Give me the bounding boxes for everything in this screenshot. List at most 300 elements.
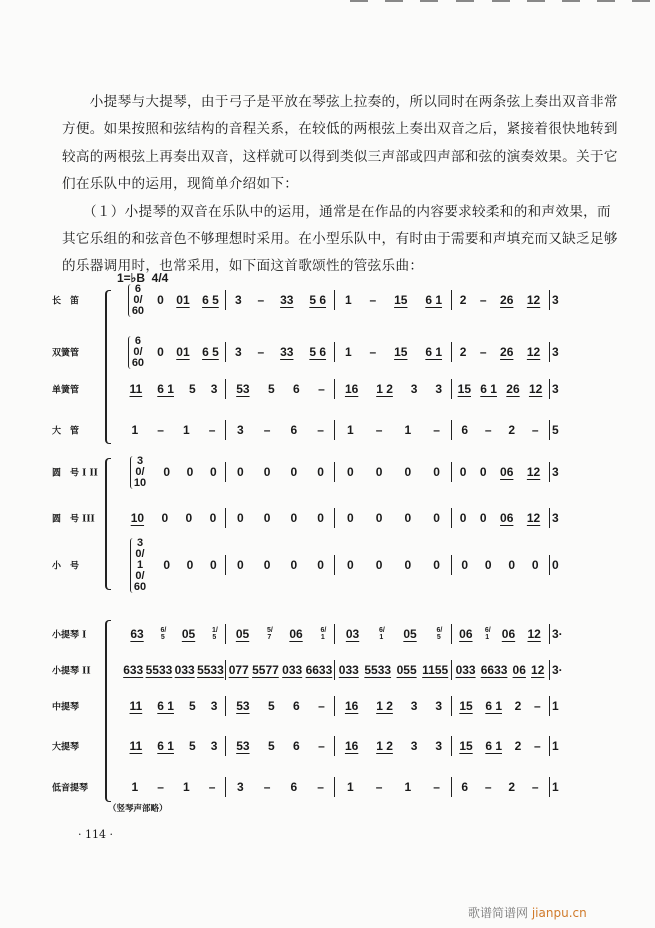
barline xyxy=(225,508,226,528)
note: 0 xyxy=(433,465,440,479)
barline xyxy=(225,462,226,482)
barline xyxy=(549,420,550,440)
note: 2 xyxy=(508,423,516,437)
note: 0 xyxy=(459,465,467,479)
note: 06 xyxy=(501,627,516,641)
note: 2 xyxy=(459,345,467,359)
measure xyxy=(453,290,547,310)
final-note: 3 xyxy=(552,345,559,359)
final-note: 3 xyxy=(552,293,559,307)
note: 0 xyxy=(317,465,324,479)
paragraph-line: 的乐器调用时，也常采用，如下面这首歌颂性的管弦乐曲： xyxy=(62,258,424,274)
staff-row xyxy=(0,334,655,369)
dash-note: – xyxy=(369,345,377,359)
note: 5 xyxy=(189,699,196,713)
note: 0 xyxy=(347,558,354,572)
note: 1155 xyxy=(422,663,449,677)
measure xyxy=(227,696,334,716)
note: 0 xyxy=(459,511,467,525)
chord-notes: 6/1 xyxy=(378,627,385,641)
chord-notes: 60/60 xyxy=(128,284,144,317)
dash-note: – xyxy=(257,345,265,359)
note: 06 xyxy=(289,627,303,641)
note: 6 xyxy=(293,382,300,396)
barline xyxy=(549,696,550,716)
measure xyxy=(336,555,451,575)
note: 12 xyxy=(528,382,543,396)
note: 5 xyxy=(267,699,275,713)
note: 63 xyxy=(130,627,144,641)
note: 5 6 xyxy=(309,345,327,359)
barline xyxy=(334,508,335,528)
note: 6 xyxy=(293,699,300,713)
note: 3 xyxy=(410,739,418,753)
note: 11 xyxy=(129,699,143,713)
note: 06 xyxy=(500,511,514,525)
measure xyxy=(336,420,451,440)
edge-mark xyxy=(385,0,403,2)
note: 0 xyxy=(263,465,271,479)
note: 1 xyxy=(183,423,190,437)
note: 12 xyxy=(526,345,541,359)
note: 2 xyxy=(514,739,522,753)
note: 26 xyxy=(500,293,514,307)
measure xyxy=(122,379,225,399)
note: 05 xyxy=(403,627,417,641)
final-note: 3 xyxy=(552,382,559,396)
measure xyxy=(336,736,451,756)
measure xyxy=(336,290,451,310)
note: 3 xyxy=(435,739,443,753)
chord-notes: 60/60 xyxy=(128,336,144,369)
barline xyxy=(549,379,550,399)
final-note: 1 xyxy=(552,739,559,753)
measure xyxy=(122,334,225,369)
edge-mark xyxy=(562,0,580,2)
note: 6 1 xyxy=(157,699,174,713)
chord-notes: 30/10 xyxy=(130,456,146,489)
instrument-label: 圆 号 III xyxy=(52,514,95,525)
note: 0 xyxy=(479,511,487,525)
measure xyxy=(227,777,334,797)
measure xyxy=(336,342,451,362)
barline xyxy=(451,777,452,797)
note: 0 xyxy=(404,558,412,572)
note: 6 1 xyxy=(485,739,502,753)
note: 0 xyxy=(375,465,383,479)
dash-note: – xyxy=(484,423,492,437)
note: 01 xyxy=(176,293,190,307)
measure xyxy=(453,342,547,362)
barline xyxy=(451,696,452,716)
barline xyxy=(451,736,452,756)
note: 0 xyxy=(209,511,217,525)
measure xyxy=(227,555,334,575)
dash-note: – xyxy=(479,293,487,307)
note: 2 xyxy=(514,699,522,713)
measure xyxy=(453,462,547,482)
measure xyxy=(227,736,334,756)
barline xyxy=(549,660,550,680)
dash-note: – xyxy=(318,382,325,396)
measure xyxy=(453,379,547,399)
note: 6 xyxy=(293,739,300,753)
edge-mark xyxy=(597,0,615,2)
final-note: 5 xyxy=(552,423,559,437)
note: 06 xyxy=(512,663,526,677)
barline xyxy=(225,290,226,310)
note: 12 xyxy=(526,293,541,307)
dash-note: – xyxy=(531,423,539,437)
paragraph-line: （１）小提琴的双音在乐队中的运用，通常是在作品的内容要求较柔和的和声效果，而 xyxy=(62,204,611,220)
measure xyxy=(227,462,334,482)
measure xyxy=(122,420,225,440)
dash-note: – xyxy=(533,699,541,713)
note: 1 2 xyxy=(376,382,393,396)
barline xyxy=(334,462,335,482)
note: 0 xyxy=(185,511,193,525)
note: 6 xyxy=(461,780,469,794)
barline xyxy=(451,420,452,440)
measure xyxy=(227,508,334,528)
brass-bracket xyxy=(105,458,111,590)
instrument-label: 小提琴 II xyxy=(52,666,91,677)
note: 15 xyxy=(457,382,471,396)
note: 6633 xyxy=(480,663,508,677)
barline xyxy=(549,777,550,797)
note: 0 xyxy=(375,558,383,572)
measure xyxy=(122,696,225,716)
note: 0 xyxy=(479,465,487,479)
note: 03 xyxy=(345,627,360,641)
measure xyxy=(227,342,334,362)
note: 0 xyxy=(404,465,412,479)
barline xyxy=(549,508,550,528)
edge-mark xyxy=(632,0,650,2)
note: 6 xyxy=(290,780,298,794)
barline xyxy=(334,696,335,716)
chord-notes: 1/5 xyxy=(211,627,218,641)
measure xyxy=(453,777,547,797)
chord-notes: 6/1 xyxy=(320,627,327,641)
note: 53 xyxy=(236,699,250,713)
staff-row xyxy=(0,696,655,716)
dash-note: – xyxy=(208,423,216,437)
note: 0 xyxy=(209,465,217,479)
note: 10 xyxy=(130,511,145,525)
strings-bracket xyxy=(105,620,111,802)
note: 1 xyxy=(404,780,412,794)
measure xyxy=(453,696,547,716)
note: 1 xyxy=(344,345,352,359)
paragraph-line: 其它乐组的和弦音色不够理想时采用。在小型乐队中，有时由于需要和声填充而又缺乏足够 xyxy=(62,231,618,247)
dash-note: – xyxy=(318,739,325,753)
measure xyxy=(453,555,547,575)
note: 06 xyxy=(500,465,514,479)
note: 6 1 xyxy=(425,293,443,307)
note: 033 xyxy=(282,663,303,677)
staff-row xyxy=(0,536,655,593)
measure xyxy=(122,508,225,528)
instrument-label: 小提琴 I xyxy=(52,630,87,641)
note: 0 xyxy=(290,558,298,572)
note: 16 xyxy=(344,382,359,396)
measure xyxy=(453,420,547,440)
note: 0 xyxy=(531,558,539,572)
barline xyxy=(451,508,452,528)
dash-note: – xyxy=(208,780,216,794)
note: 1 xyxy=(404,423,412,437)
dash-note: – xyxy=(369,293,377,307)
dash-note: – xyxy=(479,345,487,359)
edge-mark xyxy=(527,0,545,2)
final-note: 3· xyxy=(552,627,563,641)
note: 0 xyxy=(347,511,354,525)
page-number: · 114 · xyxy=(78,828,113,841)
note: 3 xyxy=(435,699,443,713)
note: 3 xyxy=(237,423,244,437)
note: 0 xyxy=(461,558,469,572)
chord-notes: 30/10/60 xyxy=(130,538,146,593)
note: 2 xyxy=(508,780,516,794)
dash-note: – xyxy=(317,423,324,437)
note: 0 xyxy=(347,465,354,479)
barline xyxy=(334,660,335,680)
barline xyxy=(225,379,226,399)
staff-row xyxy=(0,454,655,489)
note: 0 xyxy=(317,511,324,525)
note: 12 xyxy=(526,511,541,525)
note: 05 xyxy=(181,627,196,641)
note: 0 xyxy=(186,558,194,572)
chord-notes: 5/7 xyxy=(266,627,273,641)
dash-note: – xyxy=(375,423,383,437)
note: 3 xyxy=(210,739,218,753)
staff-row xyxy=(0,736,655,756)
instrument-label: 双簧管 xyxy=(52,348,80,359)
barline xyxy=(334,777,335,797)
note: 0 xyxy=(404,511,412,525)
paragraph-line: 小提琴与大提琴，由于弓子是平放在琴弦上拉奏的，所以同时在两条弦上奏出双音非常 xyxy=(62,94,618,110)
note: 0 xyxy=(157,293,164,307)
note: 6 1 xyxy=(485,699,502,713)
note: 26 xyxy=(500,345,514,359)
note: 077 xyxy=(228,663,249,677)
staff-row xyxy=(0,660,655,680)
note: 0 xyxy=(317,558,324,572)
measure xyxy=(227,379,334,399)
note: 0 xyxy=(263,558,271,572)
dash-note: – xyxy=(257,293,265,307)
note: 12 xyxy=(531,663,545,677)
dash-note: – xyxy=(263,423,271,437)
dash-note: – xyxy=(533,739,541,753)
final-note: 1 xyxy=(552,699,559,713)
note: 633 xyxy=(123,663,144,677)
note: 1 2 xyxy=(376,739,393,753)
note: 055 xyxy=(396,663,417,677)
measure xyxy=(453,508,547,528)
note: 3 xyxy=(410,699,418,713)
note: 3 xyxy=(234,293,242,307)
note: 6 1 xyxy=(425,345,443,359)
dash-note: – xyxy=(433,780,440,794)
staff-row xyxy=(0,777,655,797)
note: 1 xyxy=(347,423,354,437)
note: 033 xyxy=(338,663,359,677)
note: 1 xyxy=(131,780,139,794)
barline xyxy=(549,290,550,310)
note: 26 xyxy=(506,382,520,396)
dash-note: – xyxy=(157,780,164,794)
note: 1 2 xyxy=(376,699,393,713)
measure xyxy=(336,379,451,399)
barline xyxy=(334,624,335,644)
dash-note: – xyxy=(433,423,440,437)
note: 11 xyxy=(129,382,143,396)
note: 1 xyxy=(344,293,352,307)
measure xyxy=(122,536,225,593)
note: 3 xyxy=(234,345,242,359)
barline xyxy=(549,342,550,362)
barline xyxy=(334,379,335,399)
measure xyxy=(453,660,547,680)
note: 06 xyxy=(459,627,473,641)
note: 3 xyxy=(410,382,418,396)
measure xyxy=(122,454,225,489)
note: 01 xyxy=(176,345,190,359)
barline xyxy=(334,736,335,756)
note: 33 xyxy=(280,345,294,359)
barline xyxy=(225,736,226,756)
instrument-label: 长 笛 xyxy=(52,296,80,307)
paragraph-line: 方便。如果按照和弦结构的音程关系，在较低的两根弦上奏出双音之后，紧接着很快地转到 xyxy=(62,121,618,137)
measure xyxy=(336,777,451,797)
measure xyxy=(453,736,547,756)
barline xyxy=(225,555,226,575)
note: 53 xyxy=(236,382,250,396)
dash-note: – xyxy=(484,780,492,794)
note: 6 5 xyxy=(202,345,219,359)
barline xyxy=(549,462,550,482)
instrument-label: 小 号 xyxy=(52,561,80,572)
edge-mark xyxy=(350,0,368,2)
note: 0 xyxy=(433,511,440,525)
note: 16 xyxy=(344,699,359,713)
note: 0 xyxy=(290,465,298,479)
note: 0 xyxy=(163,558,171,572)
watermark-en: jianpu.cn xyxy=(531,906,587,920)
note: 5 xyxy=(189,382,196,396)
edge-mark xyxy=(420,0,438,2)
instrument-label: 单簧管 xyxy=(52,385,80,396)
note: 2 xyxy=(459,293,467,307)
staff-row xyxy=(0,379,655,399)
barline xyxy=(451,624,452,644)
measure xyxy=(336,624,451,644)
final-note: 0 xyxy=(552,558,559,572)
staff-row xyxy=(0,508,655,528)
barline xyxy=(225,696,226,716)
barline xyxy=(451,379,452,399)
note: 12 xyxy=(526,465,541,479)
note: 15 xyxy=(394,293,408,307)
note: 0 xyxy=(157,345,164,359)
note: 15 xyxy=(394,345,408,359)
measure xyxy=(227,420,334,440)
final-note: 3 xyxy=(552,465,559,479)
dash-note: – xyxy=(375,780,383,794)
note: 3 xyxy=(210,382,218,396)
edge-mark xyxy=(456,0,474,2)
note: 0 xyxy=(375,511,383,525)
measure xyxy=(122,777,225,797)
note: 12 xyxy=(527,627,541,641)
measure xyxy=(227,290,334,310)
paragraph-line: 较高的两根弦上再奏出双音，这样就可以得到类似三声部或四声部和弦的演奏效果。关于它 xyxy=(62,149,618,165)
note: 3 xyxy=(237,780,244,794)
note: 0 xyxy=(263,511,271,525)
dash-note: – xyxy=(157,423,164,437)
note: 0 xyxy=(163,465,171,479)
note: 0 xyxy=(237,465,244,479)
staff-row xyxy=(0,282,655,317)
note: 0 xyxy=(290,511,298,525)
score-footnote: （竖琴声部略） xyxy=(108,804,168,814)
note: 0 xyxy=(237,511,244,525)
final-note: 3 xyxy=(552,511,559,525)
note: 6 1 xyxy=(157,382,174,396)
note: 15 xyxy=(459,739,473,753)
note: 0 xyxy=(508,558,516,572)
edge-mark xyxy=(492,0,510,2)
barline xyxy=(334,290,335,310)
barline xyxy=(549,624,550,644)
note: 6 1 xyxy=(480,382,497,396)
dash-note: – xyxy=(531,780,539,794)
barline xyxy=(225,660,226,680)
measure xyxy=(336,508,451,528)
note: 6 5 xyxy=(202,293,219,307)
note: 033 xyxy=(455,663,476,677)
measure xyxy=(122,282,225,317)
final-note: 3· xyxy=(552,663,563,677)
note: 1 xyxy=(131,423,139,437)
note: 11 xyxy=(129,739,143,753)
note: 1 xyxy=(183,780,190,794)
paragraph-line: 们在乐队中的运用，现简单介绍如下： xyxy=(62,176,299,192)
barline xyxy=(451,660,452,680)
chord-notes: 6/1 xyxy=(484,627,491,641)
note: 033 xyxy=(174,663,195,677)
measure xyxy=(336,462,451,482)
instrument-label: 大提琴 xyxy=(52,742,80,753)
measure xyxy=(122,624,225,644)
measure xyxy=(122,736,225,756)
note: 6 1 xyxy=(157,739,174,753)
measure xyxy=(227,660,334,680)
dash-note: – xyxy=(317,780,324,794)
note: 5 xyxy=(267,382,275,396)
note: 33 xyxy=(280,293,294,307)
note: 05 xyxy=(235,627,250,641)
dash-note: – xyxy=(263,780,271,794)
staff-row xyxy=(0,420,655,440)
note: 5533 xyxy=(364,663,392,677)
barline xyxy=(451,290,452,310)
note: 5577 xyxy=(252,663,279,677)
watermark xyxy=(468,904,587,921)
